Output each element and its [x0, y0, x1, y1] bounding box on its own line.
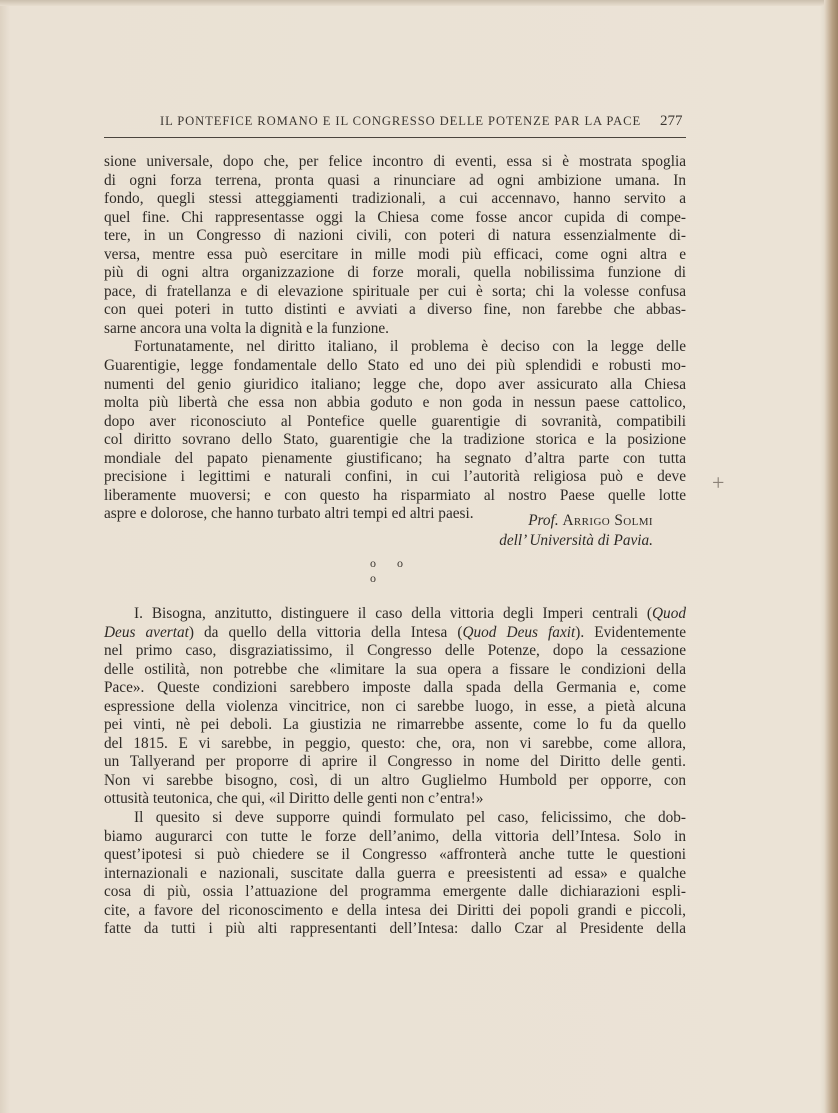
text-line: fondo, quegli stessi atteggiamenti tradizionali, a cui accennavo, hanno servito a — [104, 190, 686, 208]
author-name: Arrigo Solmi — [562, 512, 653, 529]
text-segment: I. Bisogna, anzitutto, distinguere il caso della vittoria degli Imperi centrali ( — [134, 605, 652, 622]
latin-phrase: Quod — [652, 605, 686, 622]
text-line: versa, mentre essa può esercitare in mille modi più efficaci, come ogni altra e — [104, 245, 686, 263]
text-line: sarne ancora una volta la dignità e la funzione. — [104, 319, 389, 337]
text-line: più di ogni altra organizzazione di forze morali, quella nobilissima funzione di — [104, 264, 686, 282]
text-line: sione universale, dopo che, per felice incontro di eventi, essa si è mostrata spoglia — [104, 153, 686, 170]
text-block-2 — [104, 605, 686, 939]
text-line: quest’ipotesi si può chiedere se il Congresso «affronterà anche tutte le questioni — [104, 846, 686, 864]
text-line: dopo aver riconosciuto al Pontefice quelle guarentigie di sovranità, compatibili — [104, 412, 686, 430]
text-line: tere, in un Congresso di nazioni civili, con poteri di natura essenzialmente di- — [104, 227, 686, 245]
page-number: 277 — [660, 113, 683, 129]
text-line: Guarentigie, legge fondamentale dello Stato ed uno dei più splendidi e robusti mo- — [104, 357, 686, 375]
text-line: di ogni forza terrena, pronta quasi a rinunciare ad ogni ambizione umana. In — [104, 171, 686, 189]
latin-phrase: Quod Deus faxit — [462, 623, 576, 641]
paragraph-start-line — [104, 605, 686, 624]
signature-name-line — [104, 511, 653, 531]
text-line: un Tallyerand per proporre di aprire il Congresso in nome del Diritto delle genti. — [104, 753, 686, 771]
page-top-edge — [0, 0, 838, 6]
running-head: IL PONTEFICE ROMANO E IL CONGRESSO DELLE POTENZE PAR LA PACE — [160, 114, 642, 128]
text-line: ottusità teutonica, che qui, «il Diritto delle genti non c’entra!» — [104, 790, 484, 808]
text-line: Non vi sarebbe bisogno, così, di un altro Guglielmo Humbold per opporre, con — [104, 771, 686, 789]
latin-phrase: Deus avertat — [104, 623, 189, 641]
text-segment: ) da quello della vittoria della Intesa ( — [188, 623, 463, 641]
text-line: quel fine. Chi rappresentasse oggi la Chiesa come fosse ancor cupida di compe- — [104, 208, 686, 226]
text-line: mondiale del papato pienamente giustificano; ha segnato d’altra parte con tutta — [104, 449, 686, 467]
text-line: nel primo caso, disgraziatissimo, il Congresso delle Potenze, dopo la cessazione — [104, 642, 686, 660]
paragraph-start-line: Il quesito si deve supporre quindi formulato pel caso, felicissimo, che dob- — [134, 809, 686, 827]
text-line: fatte da tutti i più alti rappresentanti dell’Intesa: dallo Czar al Presidente della — [104, 920, 686, 938]
text-line: Pace». Queste condizioni sarebbero imposte dalla spada della Germania e, come — [104, 679, 686, 697]
text-line: pei vinti, nè pei deboli. La giustizia ne rimarrebbe assente, come lo fu da quello — [104, 716, 686, 734]
margin-pencil-mark: + — [712, 470, 725, 495]
text-line: precisione i legittimi e naturali confini, in cui l’autorità religiosa può e deve — [104, 468, 686, 486]
text-line: cosa di più, ossia l’attuazione del programma emergente dalle dichiarazioni espli- — [104, 883, 686, 901]
text-line: aspre e dolorose, che hanno turbato altri tempi ed altri paesi. — [104, 505, 474, 523]
text-line: liberamente muoversi; e con questo ha risparmiato al nostro Paese quelle lotte — [104, 486, 686, 504]
text-line: pace, di fratellanza e di elevazione spirituale per cui è sorta; chi la volesse confusa — [104, 282, 686, 300]
text-line: con quei poteri in tutto distinti e avviati a diverso fine, non farebbe che abbas- — [104, 301, 686, 319]
page-right-edge — [824, 0, 838, 1113]
text-line: del 1815. E vi sarebbe, in peggio, questo: che, ora, non vi sarebbe, come allora, — [104, 734, 686, 752]
author-title: Prof. — [528, 512, 559, 529]
text-line: cite, a favore del riconoscimento e della intesa dei Diritti dei popoli grandi e piccoli, — [104, 901, 686, 919]
section-separator: o o o — [370, 556, 412, 585]
text-segment: ). Evidentemente — [575, 623, 686, 641]
text-line: delle ostilità, non potrebbe che «limitare la sua opera a fissare le condizioni della — [104, 660, 686, 678]
header-rule — [104, 137, 686, 138]
author-affiliation: dell’ Università di Pavia. — [499, 532, 653, 549]
text-block-1 — [104, 153, 686, 524]
author-signature — [104, 511, 653, 551]
paragraph-start-line: Fortunatamente, nel diritto italiano, il problema è deciso con la legge delle — [134, 338, 686, 356]
text-line: biamo augurarci con tutte le forze dell’animo, della vittoria dell’Intesa. Solo in — [104, 827, 686, 845]
text-line: col diritto sovrano dello Stato, guarentigie che la tradizione storica e la posizione — [104, 431, 686, 449]
text-line — [104, 624, 686, 643]
text-line: molta più libertà che essa non abbia goduto e non goda in nessun paese cattolico, — [104, 394, 686, 412]
text-line: internazionali e nazionali, suscitate dalla guerra e preesistenti ad essa» e qualche — [104, 864, 686, 882]
text-line: numenti del genio giuridico italiano; legge che, dopo aver assicurato alla Chiesa — [104, 375, 686, 393]
text-line: espressione della violenza vincitrice, non ci sarebbe luogo, in esse, a pietà alcuna — [104, 697, 686, 715]
